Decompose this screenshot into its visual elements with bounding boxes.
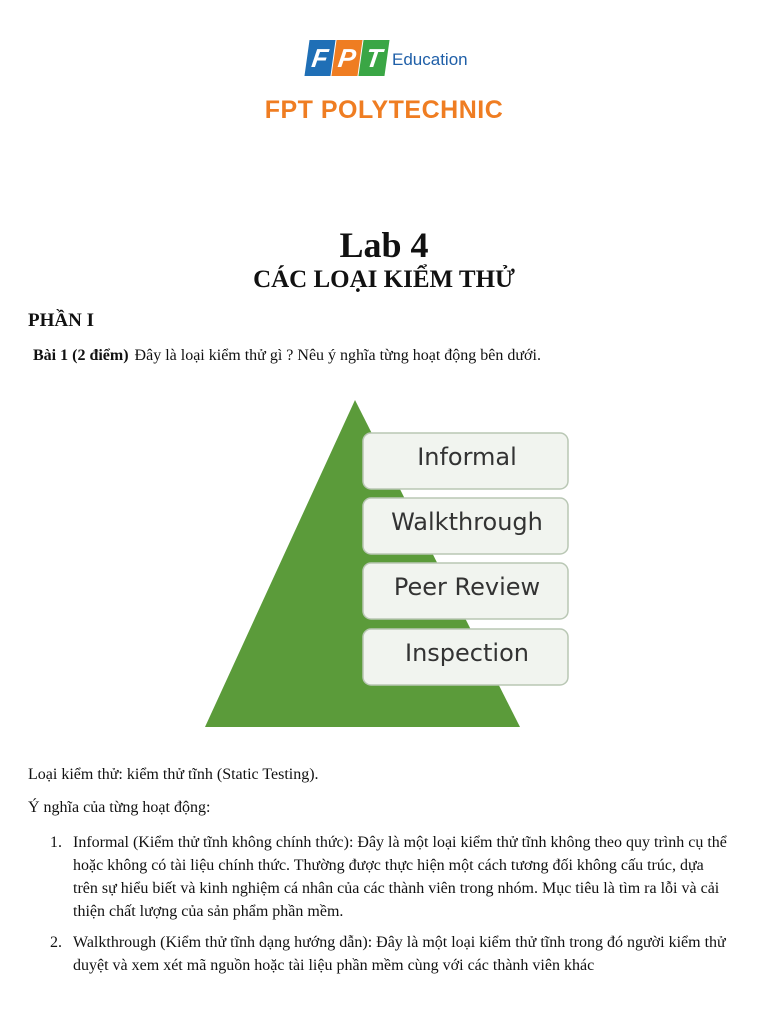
answer-type: Loại kiểm thử: kiểm thử tĩnh (Static Testing). <box>28 766 319 783</box>
fpt-logo-tiles <box>307 40 388 76</box>
level-label-walkthrough: Walkthrough <box>391 508 543 536</box>
logo-education-text: Education <box>392 50 468 69</box>
list-item-text: Walkthrough (Kiểm thử tĩnh dạng hướng dẫn): Đây là một loại kiểm thử tĩnh trong đó người kiểm thử duyệt và xem xét mã nguồn hoặc tài liệu phần mềm cùng với các thành viên khác <box>73 934 726 974</box>
page-title: Lab 4 <box>339 225 429 265</box>
list-item-number: 1. <box>50 834 62 851</box>
level-label-informal: Informal <box>417 443 517 471</box>
static-testing-pyramid <box>200 395 580 735</box>
list-item <box>50 831 730 923</box>
logo-letter-p: P <box>331 40 362 76</box>
question-text: Đây là loại kiểm thử gì ? Nêu ý nghĩa từng hoạt động bên dưới. <box>134 347 541 364</box>
meaning-heading: Ý nghĩa của từng hoạt động: <box>28 799 211 816</box>
level-label-inspection: Inspection <box>405 639 529 667</box>
logo-letter-f: F <box>304 40 335 76</box>
question-line <box>33 347 541 365</box>
brand-title: FPT POLYTECHNIC <box>264 96 504 124</box>
list-item-text: Informal (Kiểm thử tĩnh không chính thức): Đây là một loại kiểm thử tĩnh không theo quy trình cụ thể hoặc không có tài liệu chính thức. Thường được thực hiện một cách tương đối không cấu trúc, dựa trên sự hiểu biết và kinh nghiệm cá nhân của các thành viên trong nhóm. Mục tiêu là tìm ra lỗi và cải thiện chất lượng của sản phẩm phần mềm. <box>73 834 727 920</box>
list-item-number: 2. <box>50 934 62 951</box>
level-label-peer-review: Peer Review <box>393 573 541 601</box>
logo-letter-t: T <box>358 40 389 76</box>
fpt-education-logo <box>0 38 768 86</box>
question-label: Bài 1 (2 điểm) <box>33 347 129 364</box>
page-subtitle: CÁC LOẠI KIỂM THỬ <box>253 266 515 293</box>
section-heading: PHẦN I <box>28 310 94 331</box>
list-item <box>50 931 730 977</box>
